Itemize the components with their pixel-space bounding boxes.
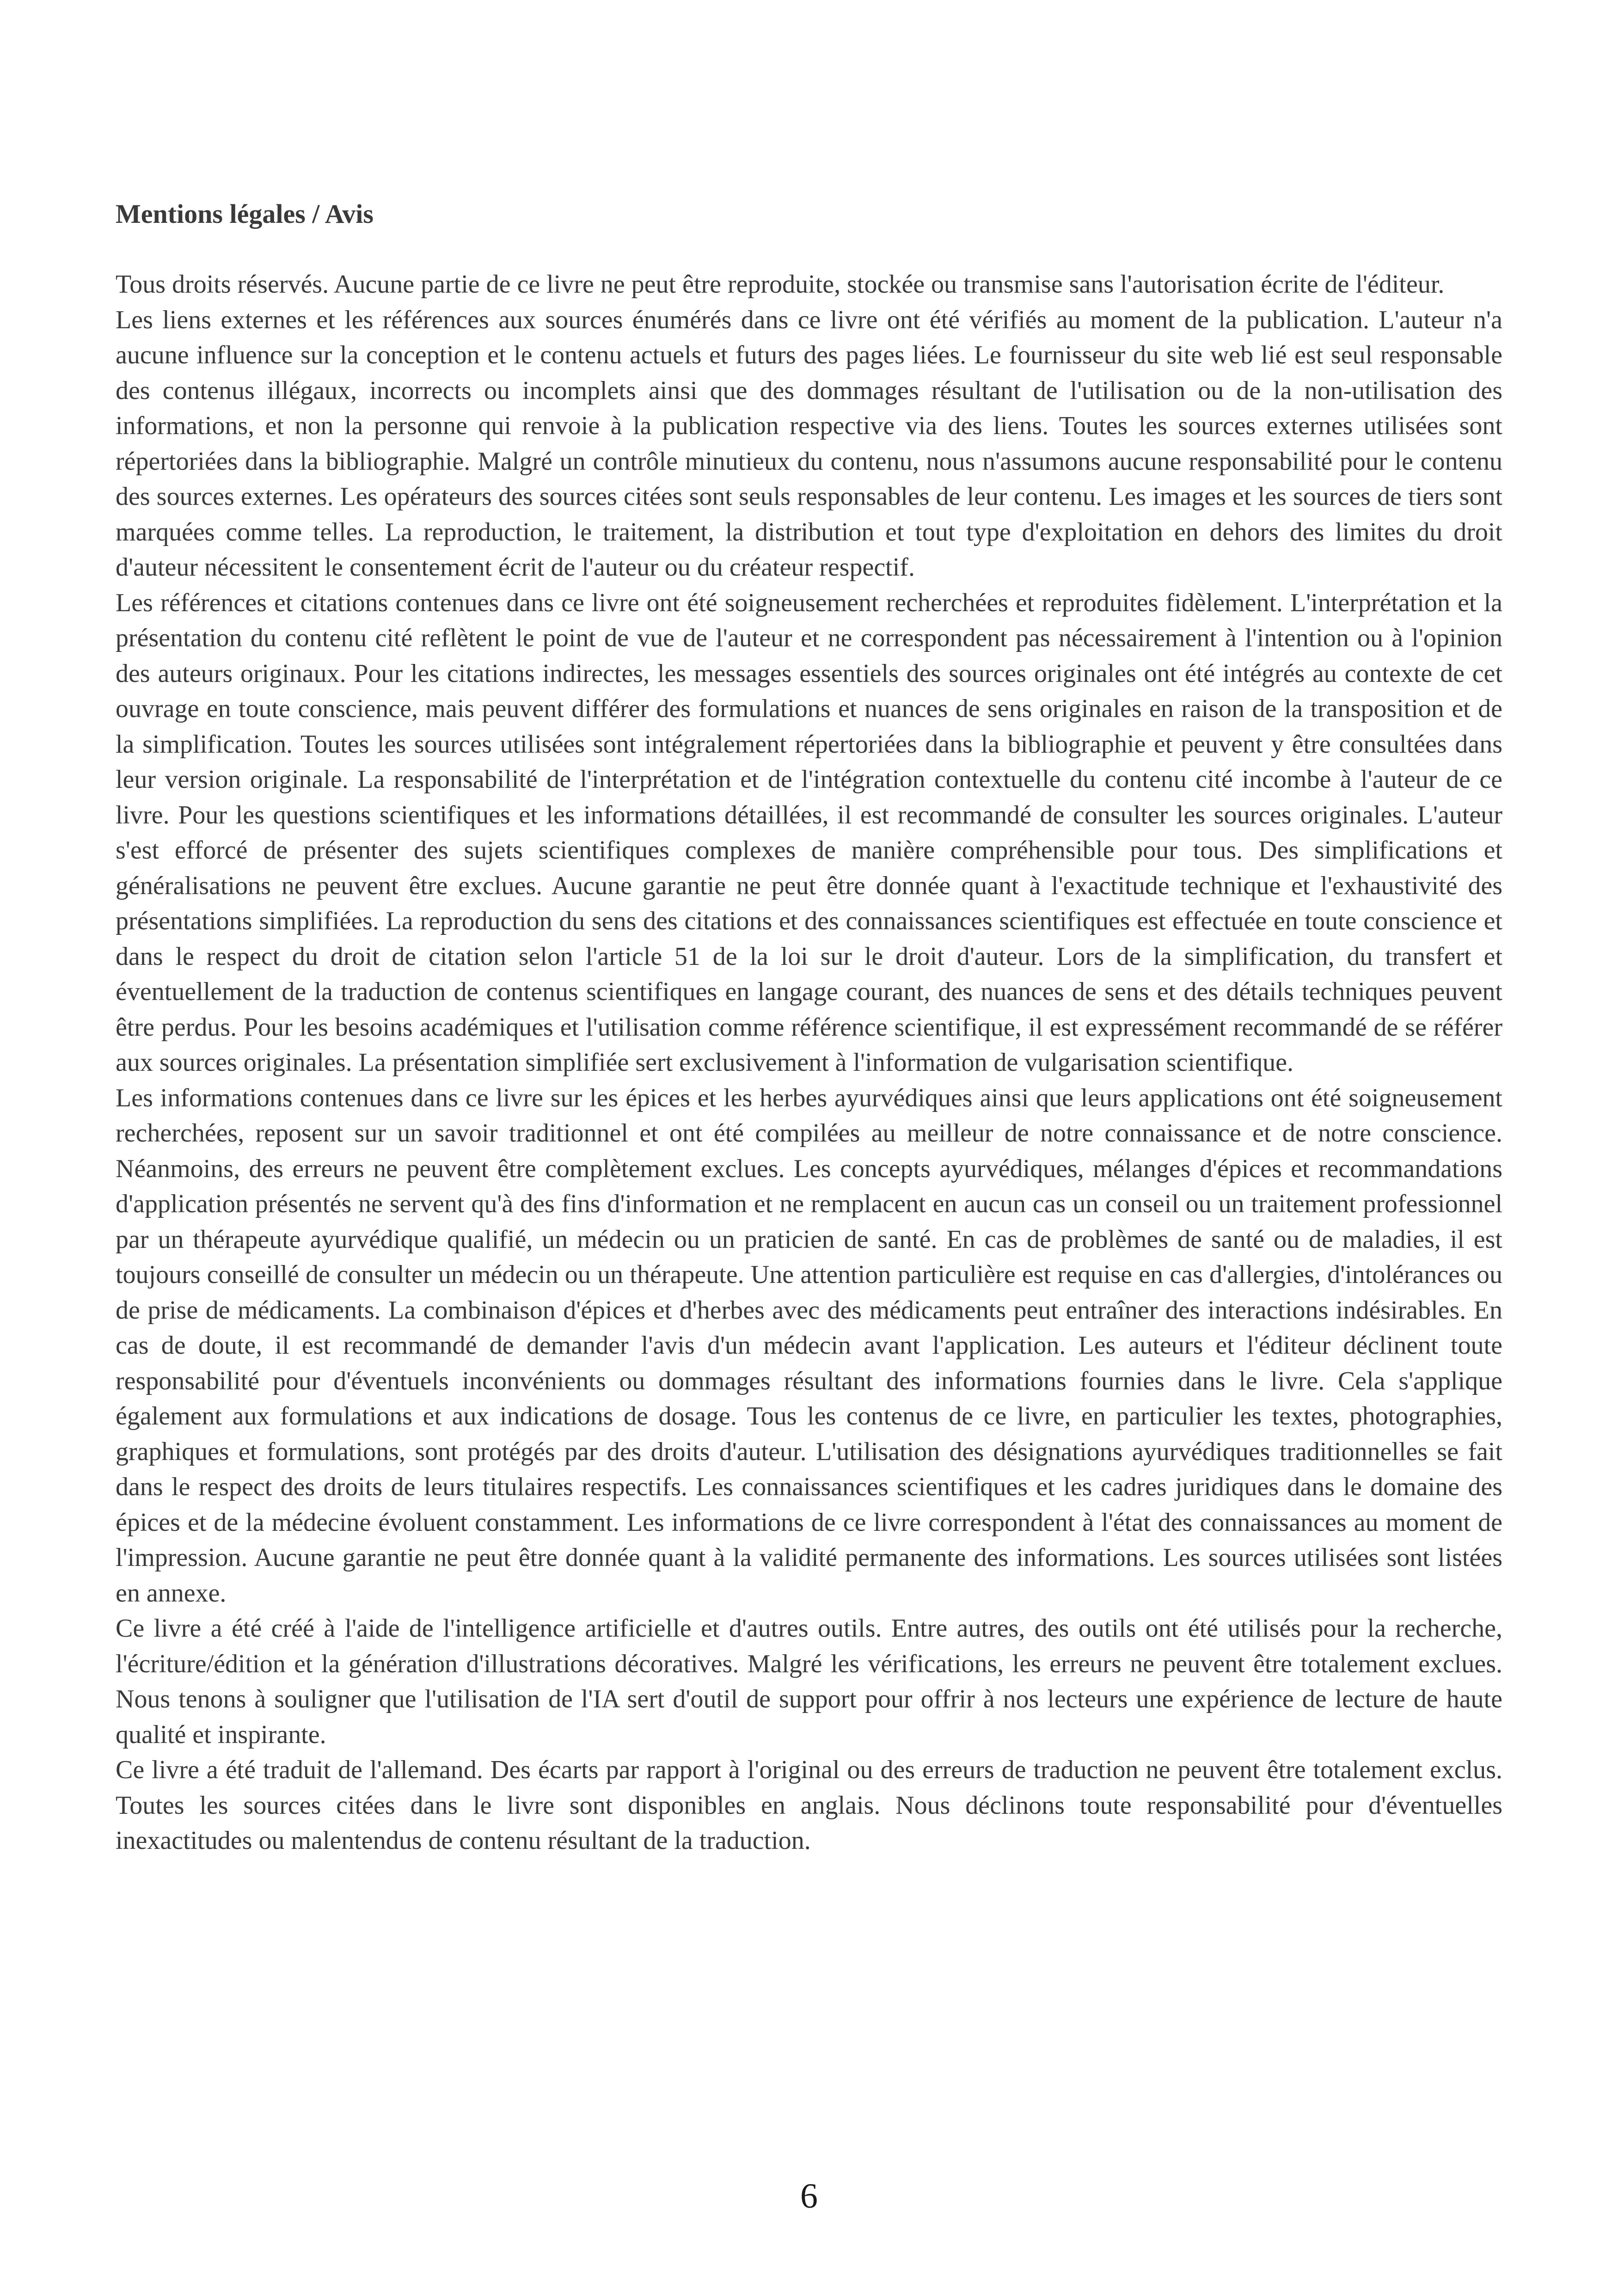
paragraph-translation-notice: Ce livre a été traduit de l'allemand. Des écarts par rapport à l'original ou des erreurs de traduction ne peuvent être totalement exclus. Toutes les sources citées dans le livre sont disponibles en anglais. Nous déclinons toute responsabilité pour d'éventuelles inexactitudes ou malentendus de contenu résultant de la traduction. [116, 1756, 1502, 1855]
paragraph-ai-notice: Ce livre a été créé à l'aide de l'intelligence artificielle et d'autres outils. Entre autres, des outils ont été utilisés pour la recherche, l'écriture/édition et la génération d'illustrations décoratives. Malgré les vérifications, les erreurs ne peuvent être totalement exclues. Nous tenons à souligner que l'utilisation de l'IA sert d'outil de support pour offrir à nos lecteurs une expérience de lecture de haute qualité et inspirante. [116, 1614, 1502, 1749]
paragraph-copyright: Tous droits réservés. Aucune partie de ce livre ne peut être reproduite, stockée ou transmise sans l'autorisation écrite de l'éditeur. [116, 270, 1445, 299]
paragraph-health-disclaimer: Les informations contenues dans ce livre sur les épices et les herbes ayurvédiques ainsi que leurs applications ont été soigneusement recherchées, reposent sur un savoir traditionnel et ont été compilées au meilleur de notre connaissance et de notre conscience. Néanmoins, des erreurs ne peuvent être complètement exclues. Les concepts ayurvédiques, mélanges d'épices et recommandations d'application présentés ne servent qu'à des fins d'information et ne remplacent en aucun cas un conseil ou un traitement professionnel par un thérapeute ayurvédique qualifié, un médecin ou un praticien de santé. En cas de problèmes de santé ou de maladies, il est toujours conseillé de consulter un médecin ou un thérapeute. Une attention particulière est requise en cas d'allergies, d'intolérances ou de prise de médicaments. La combinaison d'épices et d'herbes avec des médicaments peut entraîner des interactions indésirables. En cas de doute, il est recommandé de demander l'avis d'un médecin avant l'application. Les auteurs et l'éditeur déclinent toute responsabilité pour d'éventuels inconvénients ou dommages résultant des informations fournies dans le livre. Cela s'applique également aux formulations et aux indications de dosage. Tous les contenus de ce livre, en particulier les textes, photographies, graphiques et formulations, sont protégés par des droits d'auteur. L'utilisation des désignations ayurvédiques traditionnelles se fait dans le respect des droits de leurs titulaires respectifs. Les connaissances scientifiques et les cadres juridiques dans le domaine des épices et de la médecine évoluent constamment. Les informations de ce livre correspondent à l'état des connaissances au moment de l'impression. Aucune garantie ne peut être donnée quant à la validité permanente des informations. Les sources utilisées sont listées en annexe. [116, 1083, 1502, 1608]
page-number: 6 [800, 2177, 818, 2216]
legal-notice-page [116, 196, 1502, 1859]
page-title: Mentions légales / Avis [116, 199, 374, 229]
paragraph-external-links: Les liens externes et les références aux sources énumérés dans ce livre ont été vérifiés au moment de la publication. L'auteur n'a aucune influence sur la conception et le contenu actuels et futurs des pages liées. Le fournisseur du site web lié est seul responsable des contenus illégaux, incorrects ou incomplets ainsi que des dommages résultant de l'utilisation ou de la non-utilisation des informations, et non la personne qui renvoie à la publication respective via des liens. Toutes les sources externes utilisées sont répertoriées dans la bibliographie. Malgré un contrôle minutieux du contenu, nous n'assumons aucune responsabilité pour le contenu des sources externes. Les opérateurs des sources citées sont seuls responsables de leur contenu. Les images et les sources de tiers sont marquées comme telles. La reproduction, le traitement, la distribution et tout type d'exploitation en dehors des limites du droit d'auteur nécessitent le consentement écrit de l'auteur ou du créateur respectif. [116, 305, 1502, 582]
paragraph-citations: Les références et citations contenues dans ce livre ont été soigneusement recherchées et reproduites fidèlement. L'interprétation et la présentation du contenu cité reflètent le point de vue de l'auteur et ne correspondent pas nécessairement à l'intention ou à l'opinion des auteurs originaux. Pour les citations indirectes, les messages essentiels des sources originales ont été intégrés au contexte de cet ouvrage en toute conscience, mais peuvent différer des formulations et nuances de sens originales en raison de la transposition et de la simplification. Toutes les sources utilisées sont intégralement répertoriées dans la bibliographie et peuvent y être consultées dans leur version originale. La responsabilité de l'interprétation et de l'intégration contextuelle du contenu cité incombe à l'auteur de ce livre. Pour les questions scientifiques et les informations détaillées, il est recommandé de consulter les sources originales. L'auteur s'est efforcé de présenter des sujets scientifiques complexes de manière compréhensible pour tous. Des simplifications et généralisations ne peuvent être exclues. Aucune garantie ne peut être donnée quant à l'exactitude technique et l'exhaustivité des présentations simplifiées. La reproduction du sens des citations et des connaissances scientifiques est effectuée en toute conscience et dans le respect du droit de citation selon l'article 51 de la loi sur le droit d'auteur. Lors de la simplification, du transfert et éventuellement de la traduction de contenus scientifiques en langage courant, des nuances de sens et des détails techniques peuvent être perdus. Pour les besoins académiques et l'utilisation comme référence scientifique, il est expressément recommandé de se référer aux sources originales. La présentation simplifiée sert exclusivement à l'information de vulgarisation scientifique. [116, 588, 1502, 1077]
